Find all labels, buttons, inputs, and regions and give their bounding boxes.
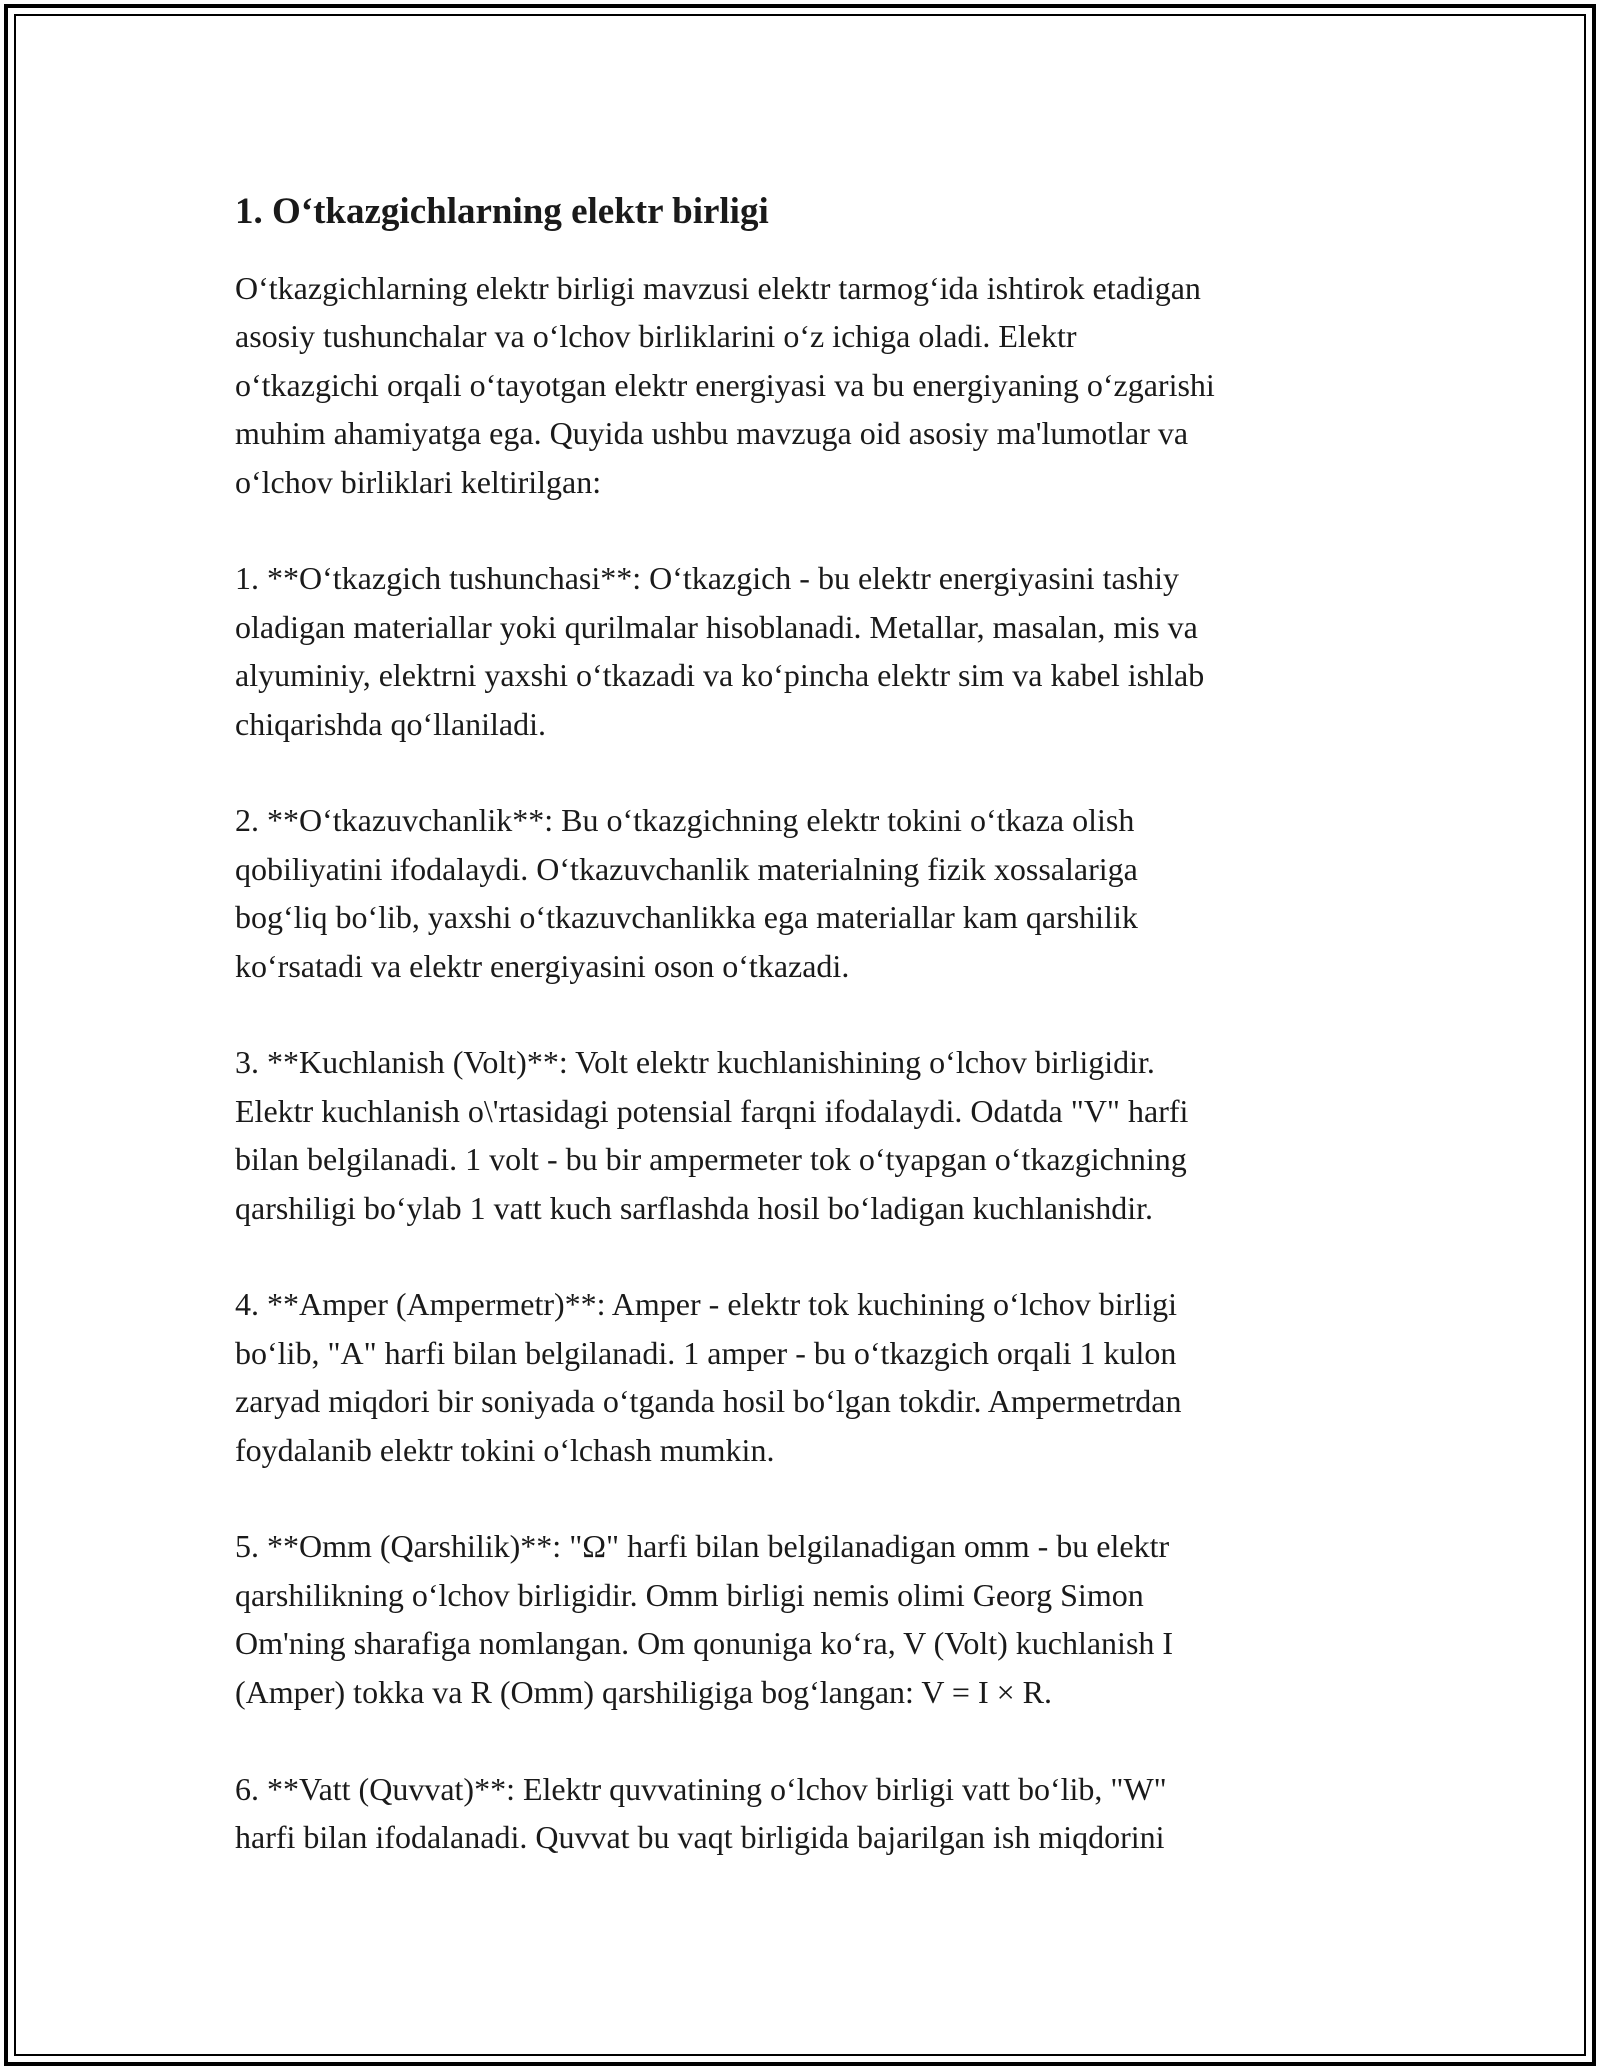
document-body	[235, 188, 1385, 1861]
list-item-voltage: 3. **Kuchlanish (Volt)**: Volt elektr kuchlanishining o‘lchov birligidir. Elektr kuchlanish o\'rtasidagi potensial farqni ifodalaydi. Odatda "V" harfi bilan belgilanadi. 1 volt - bu bir ampermeter tok o‘tyapgan o‘tkazgichning qarshiligi bo‘ylab 1 vatt kuch sarflashda hosil bo‘ladigan kuchlanishdir.	[235, 1044, 1189, 1226]
section-heading: 1. O‘tkazgichlarning elektr birligi	[235, 191, 769, 232]
paragraph-spacer	[235, 506, 1385, 554]
paragraph-spacer	[235, 1232, 1385, 1280]
intro-paragraph: O‘tkazgichlarning elektr birligi mavzusi elektr tarmog‘ida ishtirok etadigan asosiy tushunchalar va o‘lchov birliklarini o‘z ichiga oladi. Elektr o‘tkazgichi orqali o‘tayotgan elektr energiyasi va bu energiyaning o‘zgarishi muhim ahamiyatga ega. Quyida ushbu mavzuga oid asosiy ma'lumotlar va o‘lchov birliklari keltirilgan:	[235, 270, 1215, 500]
paragraph-spacer	[235, 990, 1385, 1038]
paragraph-spacer	[235, 748, 1385, 796]
paragraph-spacer	[235, 1474, 1385, 1522]
list-item-conductivity: 2. **O‘tkazuvchanlik**: Bu o‘tkazgichning elektr tokini o‘tkaza olish qobiliyatini ifodalaydi. O‘tkazuvchanlik materialning fizik xossalariga bog‘liq bo‘lib, yaxshi o‘tkazuvchanlikka ega materiallar kam qarshilik ko‘rsatadi va elektr energiyasini oson o‘tkazadi.	[235, 802, 1138, 984]
list-item-watt: 6. **Vatt (Quvvat)**: Elektr quvvatining o‘lchov birligi vatt bo‘lib, "W" harfi bilan ifodalanadi. Quvvat bu vaqt birligida bajarilgan ish miqdorini	[235, 1770, 1167, 1855]
list-item-ohm: 5. **Omm (Qarshilik)**: "Ω" harfi bilan belgilanadigan omm - bu elektr qarshilikning o‘lchov birligidir. Omm birligi nemis olimi Georg Simon Om'ning sharafiga nomlangan. Om qonuniga ko‘ra, V (Volt) kuchlanish I (Amper) tokka va R (Omm) qarshiligiga bog‘langan: V = I × R.	[235, 1528, 1174, 1710]
paragraph-spacer	[235, 1716, 1385, 1764]
list-item-ampere: 4. **Amper (Ampermetr)**: Amper - elektr tok kuchining o‘lchov birligi bo‘lib, "A" harfi bilan belgilanadi. 1 amper - bu o‘tkazgich orqali 1 kulon zaryad miqdori bir soniyada o‘tganda hosil bo‘lgan tokdir. Ampermetrdan foydalanib elektr tokini o‘lchash mumkin.	[235, 1286, 1182, 1468]
list-item-conductor: 1. **O‘tkazgich tushunchasi**: O‘tkazgich - bu elektr energiyasini tashiy oladigan materiallar yoki qurilmalar hisoblanadi. Metallar, masalan, mis va alyuminiy, elektrni yaxshi o‘tkazadi va ko‘pincha elektr sim va kabel ishlab chiqarishda qo‘llaniladi.	[235, 560, 1205, 742]
